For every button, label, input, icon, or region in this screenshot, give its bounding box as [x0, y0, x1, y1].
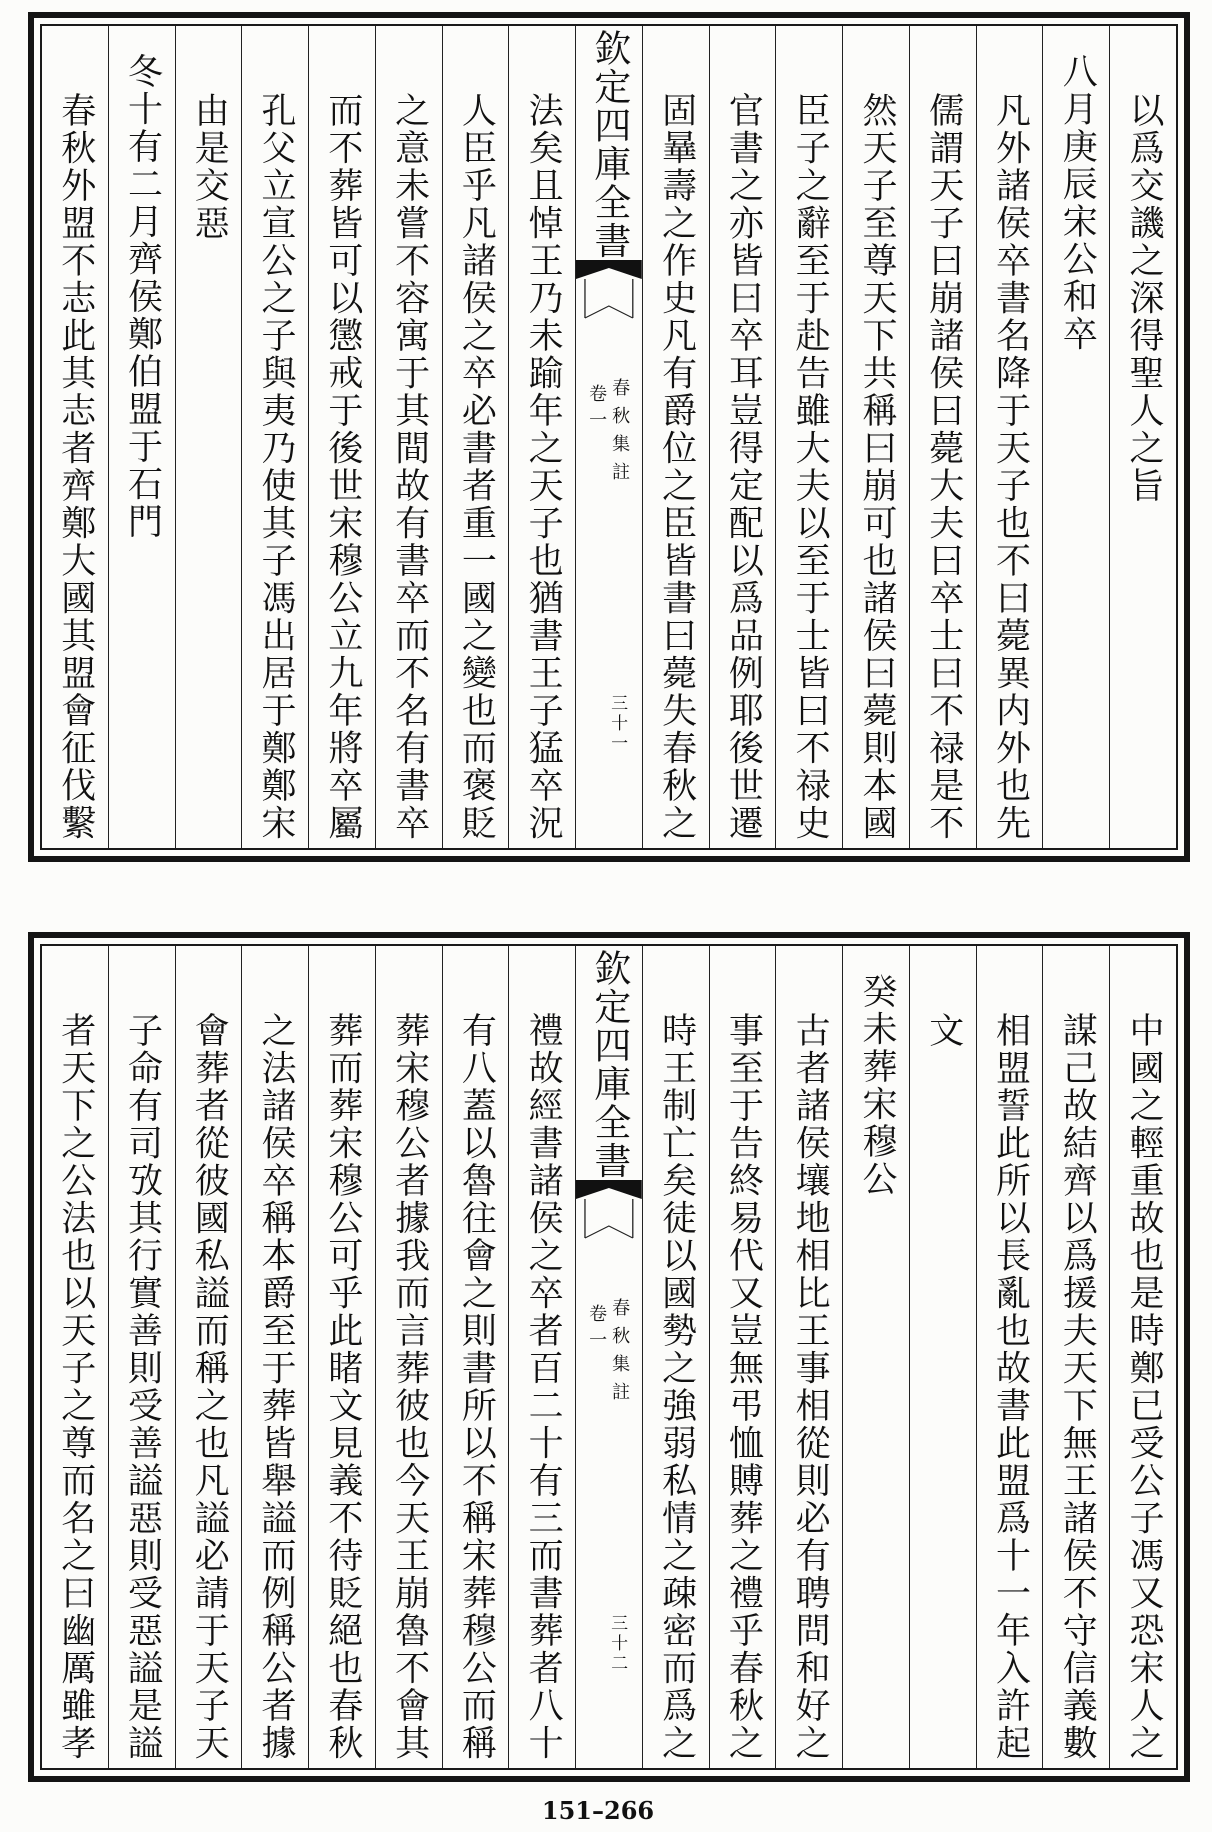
- classic-text: 癸未葬宋穆公: [856, 973, 897, 1198]
- text-column: [1109, 946, 1176, 1768]
- lower-half-leaf: [28, 932, 1190, 1782]
- text-column: [508, 946, 575, 1768]
- commentary-text: 禮故經書諸侯之卒者百二十有三而書葬者八十: [523, 1012, 564, 1762]
- text-column: [442, 946, 509, 1768]
- commentary-text: 葬宋穆公者據我而言葬彼也今天王崩魯不會其: [389, 1012, 430, 1762]
- commentary-text: 孔父立宣公之子與夷乃使其子馮出居于鄭鄭宋: [256, 92, 297, 842]
- commentary-text: 中國之輕重故也是時鄭已受公子馮又恐宋人之: [1124, 1012, 1164, 1762]
- text-column: [375, 26, 442, 848]
- commentary-text: 臣子之辭至于赴告雖大夫以至于士皆曰不禄史: [790, 92, 831, 842]
- commentary-text: 而不葬皆可以懲戒于後世宋穆公立九年將卒屬: [322, 92, 363, 842]
- text-column: [108, 26, 175, 848]
- text-column: [976, 946, 1043, 1768]
- commentary-text: 古者諸侯壤地相比王事相從則必有聘問和好之: [790, 1012, 831, 1762]
- commentary-text: 文: [923, 1012, 964, 1050]
- commentary-text: 子命有司攷其行實善則受善謚惡則受惡謚是謚: [122, 1012, 163, 1762]
- commentary-text: 事至于告終易代又豈無弔恤賻葬之禮乎春秋之: [723, 1012, 764, 1762]
- text-column: [175, 26, 242, 848]
- text-column: [1042, 26, 1109, 848]
- commentary-text: 之法諸侯卒稱本爵至于葬皆舉謚而例稱公者據: [256, 1012, 297, 1762]
- commentary-text: 謀己故結齊以爲援夫天下無王諸侯不守信義數: [1057, 1012, 1098, 1762]
- leaf-number: 三十一: [607, 694, 628, 754]
- text-column: [775, 946, 842, 1768]
- text-column: [108, 946, 175, 1768]
- juan-label: 卷一: [586, 1304, 608, 1356]
- text-column: [842, 26, 909, 848]
- text-column: [308, 946, 375, 1768]
- text-column: [909, 26, 976, 848]
- commentary-text: 官書之亦皆曰卒耳豈得定配以爲品例耶後世遷: [723, 92, 764, 842]
- center-margin-column: [575, 26, 642, 848]
- text-column: [442, 26, 509, 848]
- page-number: 151–266: [541, 1796, 655, 1825]
- text-column: [42, 26, 108, 848]
- commentary-text: 春秋外盟不志此其志者齊鄭大國其盟會征伐繫: [55, 92, 96, 842]
- upper-half-leaf: [28, 12, 1190, 862]
- commentary-text: 以爲交譏之深得聖人之旨: [1124, 92, 1164, 505]
- commentary-text: 相盟誓此所以長亂也故書此盟爲十一年入許起: [990, 1012, 1031, 1762]
- commentary-text: 法矣且悼王乃未踰年之天子也猶書王子猛卒況: [523, 92, 564, 842]
- text-column: [375, 946, 442, 1768]
- text-column: [241, 26, 308, 848]
- fishtail-mark: [576, 260, 642, 326]
- classic-text: 冬十有二月齊侯鄭伯盟于石門: [122, 53, 163, 541]
- text-column: [508, 26, 575, 848]
- text-column: [775, 26, 842, 848]
- text-column: [642, 946, 709, 1768]
- commentary-text: 之意未嘗不容寓于其間故有書卒而不名有書卒: [389, 92, 430, 842]
- book-title: 春秋集註: [609, 378, 631, 490]
- commentary-text: 凡外諸侯卒書名降于天子也不曰薨異内外也先: [990, 92, 1031, 842]
- column-grid: [40, 24, 1178, 850]
- commentary-text: 然天子至尊天下共稱曰崩可也諸侯曰薨則本國: [856, 92, 897, 842]
- text-column: [709, 26, 776, 848]
- commentary-text: 有八蓋以魯往會之則書所以不稱宋葬穆公而稱: [456, 1012, 497, 1762]
- center-margin-column: [575, 946, 642, 1768]
- commentary-text: 人臣乎凡諸侯之卒必書者重一國之變也而褒貶: [456, 92, 497, 842]
- text-column: [709, 946, 776, 1768]
- commentary-text: 葬而葬宋穆公可乎此睹文見義不待貶絕也春秋: [322, 1012, 363, 1762]
- commentary-text: 固曅壽之作史凡有爵位之臣皆書曰薨失春秋之: [656, 92, 697, 842]
- text-column: [175, 946, 242, 1768]
- classic-text: 八月庚辰宋公和卒: [1057, 53, 1098, 353]
- series-title: 欽定四庫全書: [587, 29, 631, 260]
- commentary-text: 會葬者從彼國私謚而稱之也凡謚必請于天子天: [189, 1012, 230, 1762]
- leaf-number: 三十二: [607, 1614, 628, 1674]
- book-title: 春秋集註: [609, 1298, 631, 1410]
- commentary-text: 時王制亡矣徒以國勢之強弱私情之疎密而爲之: [656, 1012, 697, 1762]
- commentary-text: 者天下之公法也以天子之尊而名之曰幽厲雖孝: [55, 1012, 96, 1762]
- text-column: [976, 26, 1043, 848]
- text-column: [1042, 946, 1109, 1768]
- commentary-text: 儒謂天子曰崩諸侯曰薨大夫曰卒士曰不禄是不: [923, 92, 964, 842]
- series-title: 欽定四庫全書: [587, 949, 631, 1180]
- juan-label: 卷一: [586, 384, 608, 436]
- text-column: [842, 946, 909, 1768]
- commentary-text: 由是交惡: [189, 92, 230, 242]
- text-column: [42, 946, 108, 1768]
- text-column: [308, 26, 375, 848]
- text-column: [241, 946, 308, 1768]
- text-column: [909, 946, 976, 1768]
- column-grid: [40, 944, 1178, 1770]
- text-column: [1109, 26, 1176, 848]
- fishtail-mark: [576, 1180, 642, 1246]
- text-column: [642, 26, 709, 848]
